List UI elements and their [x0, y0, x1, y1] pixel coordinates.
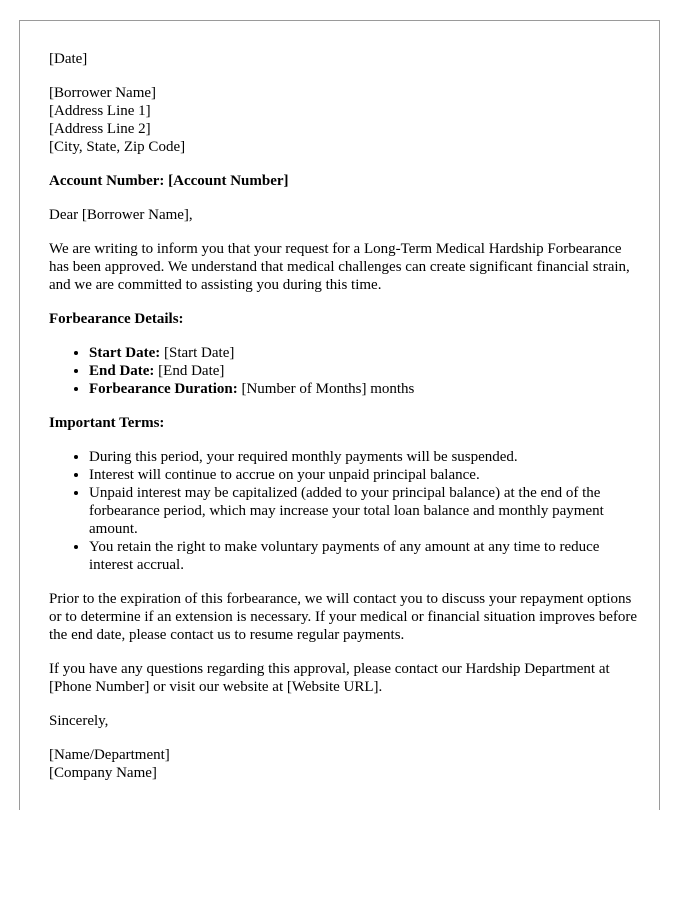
- terms-list: [49, 448, 639, 574]
- address-line-2: [Address Line 2]: [49, 121, 151, 137]
- detail-end-date: [89, 362, 639, 380]
- signature-name: [Name/Department]: [49, 747, 170, 763]
- address-line-1: [Address Line 1]: [49, 103, 151, 119]
- signature-company: [Company Name]: [49, 765, 157, 781]
- detail-value: [Number of Months] months: [237, 381, 415, 397]
- details-list: [49, 344, 639, 398]
- closing: Sincerely,: [49, 713, 109, 729]
- recipient-address: [49, 84, 639, 156]
- questions-paragraph: If you have any questions regarding this approval, please contact our Hardship Department at [Phone Number] or visit our website at [Website URL].: [49, 661, 610, 695]
- details-heading: Forbearance Details:: [49, 311, 184, 327]
- term-item: • You retain the right to make voluntary payments of any amount at any time to reduce interest accrual.: [89, 538, 639, 574]
- expiration-paragraph: Prior to the expiration of this forbearance, we will contact you to discuss your repayment options or to determine if an extension is necessary. If your medical or financial situation improves before the end date, please contact us to resume regular payments.: [49, 591, 637, 643]
- detail-label: Forbearance Duration:: [89, 381, 238, 397]
- term-item: • Interest will continue to accrue on your unpaid principal balance.: [89, 466, 639, 484]
- detail-label: Start Date:: [89, 345, 161, 361]
- detail-duration: [89, 380, 639, 398]
- recipient-name: [Borrower Name]: [49, 85, 157, 101]
- terms-heading: Important Terms:: [49, 415, 165, 431]
- address-city: [City, State, Zip Code]: [49, 139, 186, 155]
- intro-paragraph: We are writing to inform you that your request for a Long-Term Medical Hardship Forbearance has been approved. We understand that medical challenges can create significant financial strain, and we are committed to assisting you during this time.: [49, 241, 630, 293]
- detail-value: [End Date]: [154, 363, 225, 379]
- detail-value: [Start Date]: [160, 345, 235, 361]
- salutation: Dear [Borrower Name],: [49, 207, 193, 223]
- account-number: Account Number: [Account Number]: [49, 173, 289, 189]
- detail-label: End Date:: [89, 363, 155, 379]
- letter-page: [19, 20, 660, 810]
- detail-start-date: [89, 344, 639, 362]
- term-item: • Unpaid interest may be capitalized (added to your principal balance) at the end of the forbearance period, which may increase your total loan balance and monthly payment amount.: [89, 484, 639, 538]
- term-item: • During this period, your required monthly payments will be suspended.: [89, 448, 639, 466]
- letter-body: [49, 50, 639, 782]
- letter-date: [Date]: [49, 51, 88, 67]
- signature-block: [49, 746, 639, 782]
